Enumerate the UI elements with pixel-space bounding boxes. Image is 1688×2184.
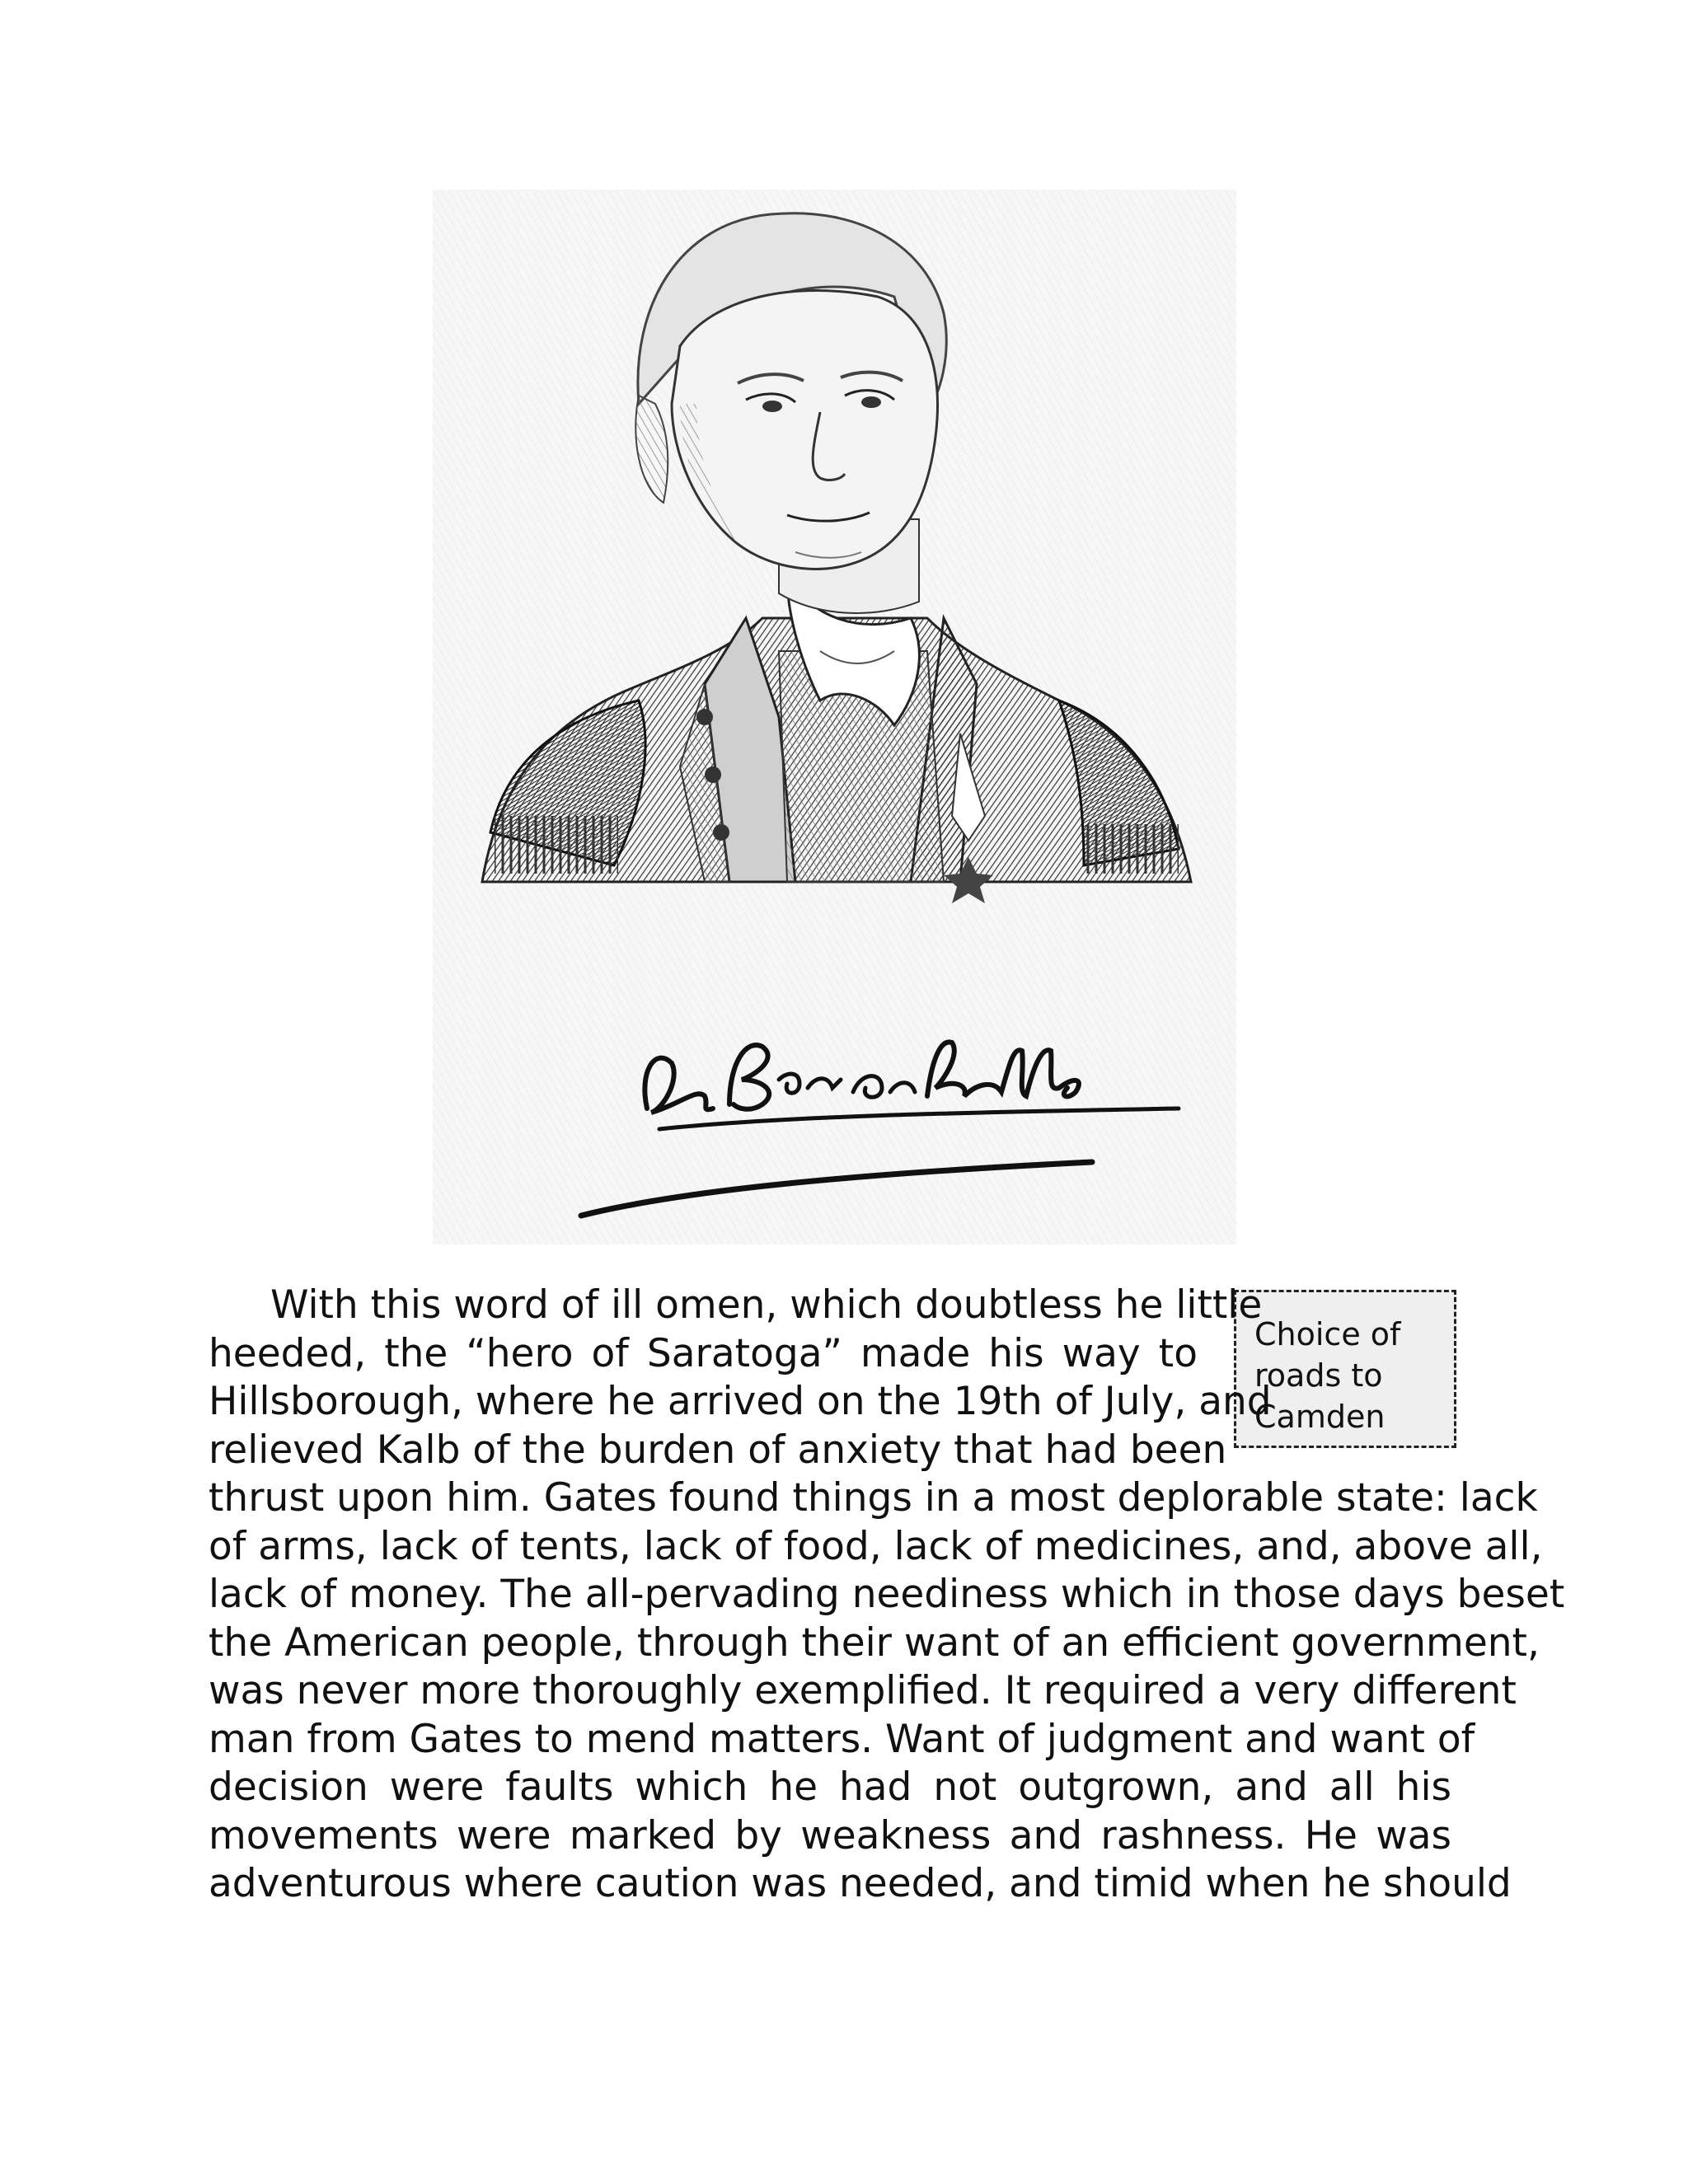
body-line: relieved Kalb of the burden of anxiety that had been: [209, 1427, 1227, 1473]
portrait-engraving: [433, 190, 1236, 1244]
body-line: decision were faults which he had not outgrown, and all his: [209, 1765, 1451, 1810]
margin-note-line: Camden: [1254, 1399, 1386, 1435]
body-line: of arms, lack of tents, lack of food, lack of medicines, and, above all,: [209, 1523, 1543, 1569]
margin-note-line: Choice of: [1254, 1316, 1401, 1352]
body-line: movements were marked by weakness and rashness. He was: [209, 1812, 1451, 1858]
body-line: lack of money. The all-pervading neediness which in those days beset: [209, 1572, 1565, 1617]
body-line: Hillsborough, where he arrived on the 19th of July, and: [209, 1379, 1272, 1424]
body-line: thrust upon him. Gates found things in a most deplorable state: lack: [209, 1475, 1538, 1521]
margin-note-line: roads to: [1254, 1357, 1383, 1394]
body-paragraph: [209, 1282, 1565, 1909]
portrait-illustration: [433, 190, 1236, 1244]
body-line: adventurous where caution was needed, and timid when he should: [209, 1861, 1512, 1906]
body-line: man from Gates to mend matters. Want of judgment and want of: [209, 1716, 1475, 1762]
body-line: was never more thoroughly exemplified. It required a very different: [209, 1668, 1517, 1713]
body-line: With this word of ill omen, which doubtless he little: [270, 1282, 1263, 1328]
body-line: the American people, through their want of an efficient government,: [209, 1619, 1540, 1666]
body-line: heeded, the “hero of Saratoga” made his way to: [209, 1330, 1198, 1376]
